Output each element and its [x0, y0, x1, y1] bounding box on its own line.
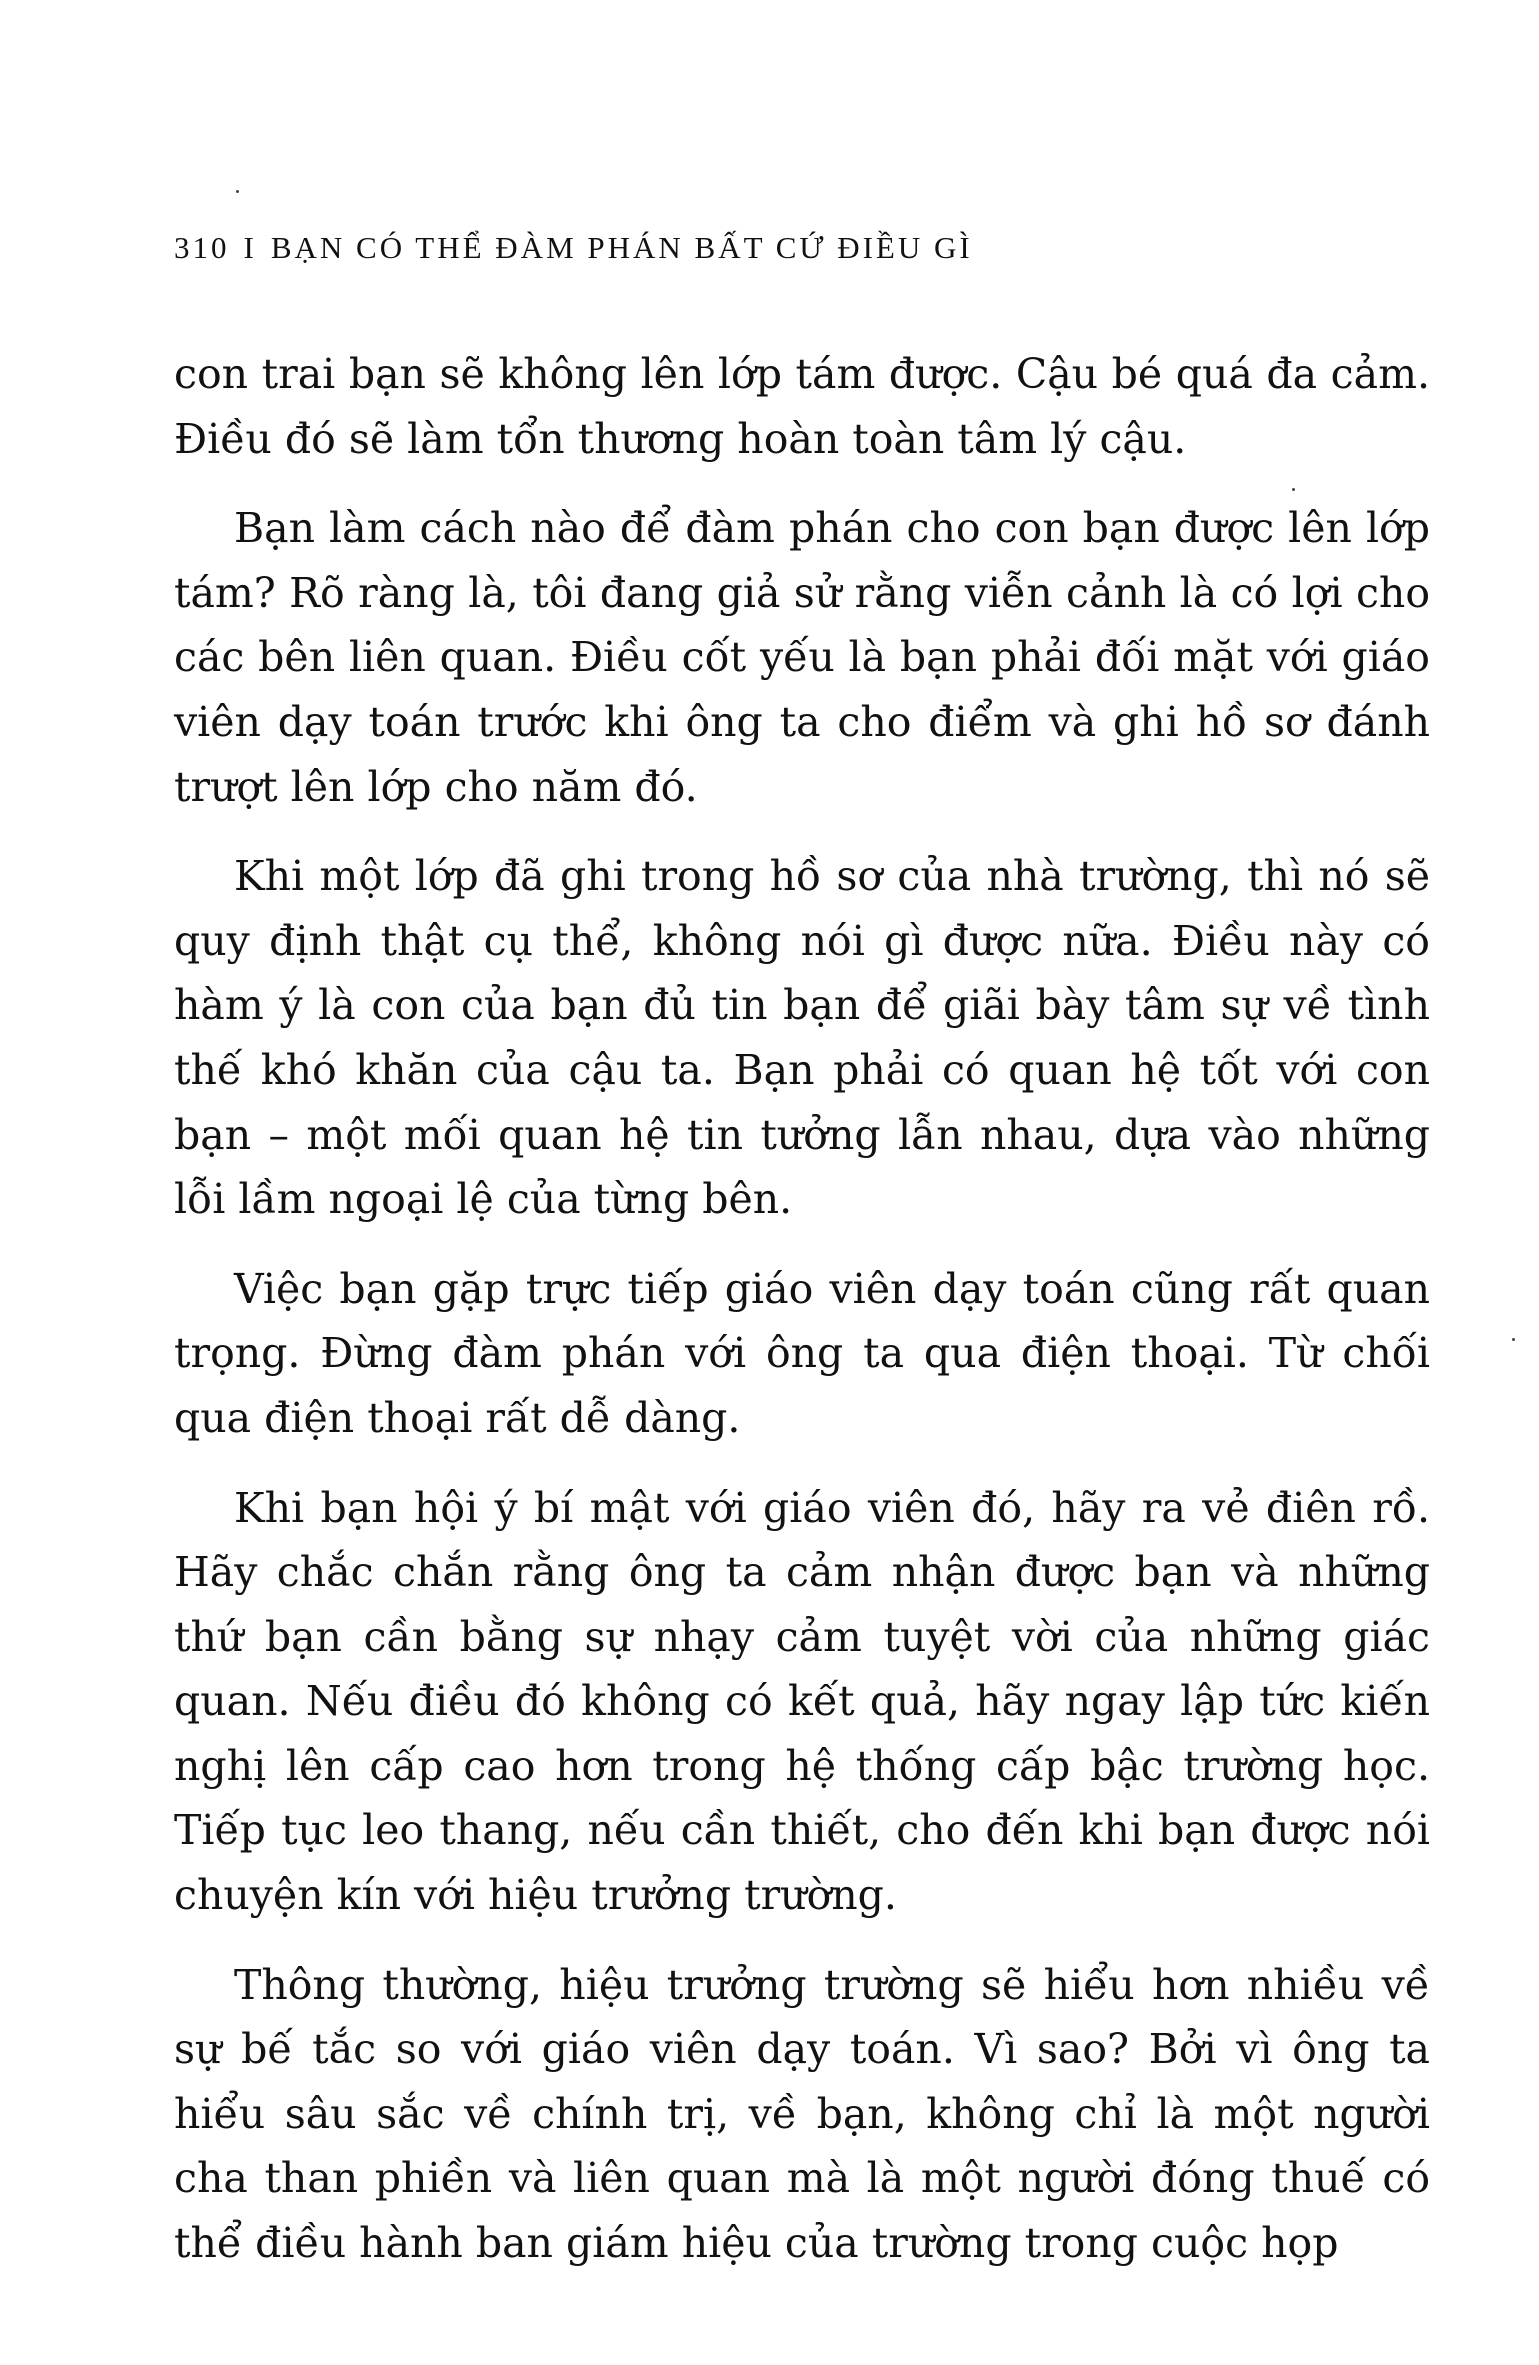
scan-speck: [1292, 488, 1295, 491]
scan-speck: [1512, 1338, 1515, 1341]
paragraph: Thông thường, hiệu trưởng trường sẽ hiểu hơn nhiều về sự bế tắc so với giáo viên dạy toán. Vì sao? Bởi vì ông ta hiểu sâu sắc về chính trị, về bạn, không chỉ là một người cha than phiền và liên quan mà là một người đóng thuế có thể điều hành ban giám hiệu của trường trong cuộc họp: [174, 1960, 1430, 2268]
book-title: BẠN CÓ THỂ ĐÀM PHÁN BẤT CỨ ĐIỀU GÌ: [270, 230, 973, 265]
paragraph: Bạn làm cách nào để đàm phán cho con bạn được lên lớp tám? Rõ ràng là, tôi đang giả sử rằng viễn cảnh là có lợi cho các bên liên quan. Điều cốt yếu là bạn phải đối mặt với giáo viên dạy toán trước khi ông ta cho điểm và ghi hồ sơ đánh trượt lên lớp cho năm đó.: [174, 504, 1430, 811]
running-head: [174, 230, 973, 266]
header-separator: I: [243, 230, 257, 265]
page-number: 310: [174, 230, 230, 265]
paragraph: Khi một lớp đã ghi trong hồ sơ của nhà trường, thì nó sẽ quy định thật cụ thể, không nói gì được nữa. Điều này có hàm ý là con của bạn đủ tin bạn để giãi bày tâm sự về tình thế khó khăn của cậu ta. Bạn phải có quan hệ tốt với con bạn – một mối quan hệ tin tưởng lẫn nhau, dựa vào những lỗi lầm ngoại lệ của từng bên.: [174, 852, 1430, 1224]
paragraph: Khi bạn hội ý bí mật với giáo viên đó, hãy ra vẻ điên rồ. Hãy chắc chắn rằng ông ta cảm nhận được bạn và những thứ bạn cần bằng sự nhạy cảm tuyệt vời của những giác quan. Nếu điều đó không có kết quả, hãy ngay lập tức kiến nghị lên cấp cao hơn trong hệ thống cấp bậc trường học. Tiếp tục leo thang, nếu cần thiết, cho đến khi bạn được nói chuyện kín với hiệu trưởng trường.: [174, 1483, 1430, 1920]
body-text: [174, 342, 1430, 2276]
scan-speck: [236, 190, 239, 193]
paragraph: Việc bạn gặp trực tiếp giáo viên dạy toán cũng rất quan trọng. Đừng đàm phán với ông ta qua điện thoại. Từ chối qua điện thoại rất dễ dàng.: [174, 1264, 1430, 1442]
paragraph-continued: con trai bạn sẽ không lên lớp tám được. Cậu bé quá đa cảm. Điều đó sẽ làm tổn thương hoàn toàn tâm lý cậu.: [174, 350, 1430, 463]
